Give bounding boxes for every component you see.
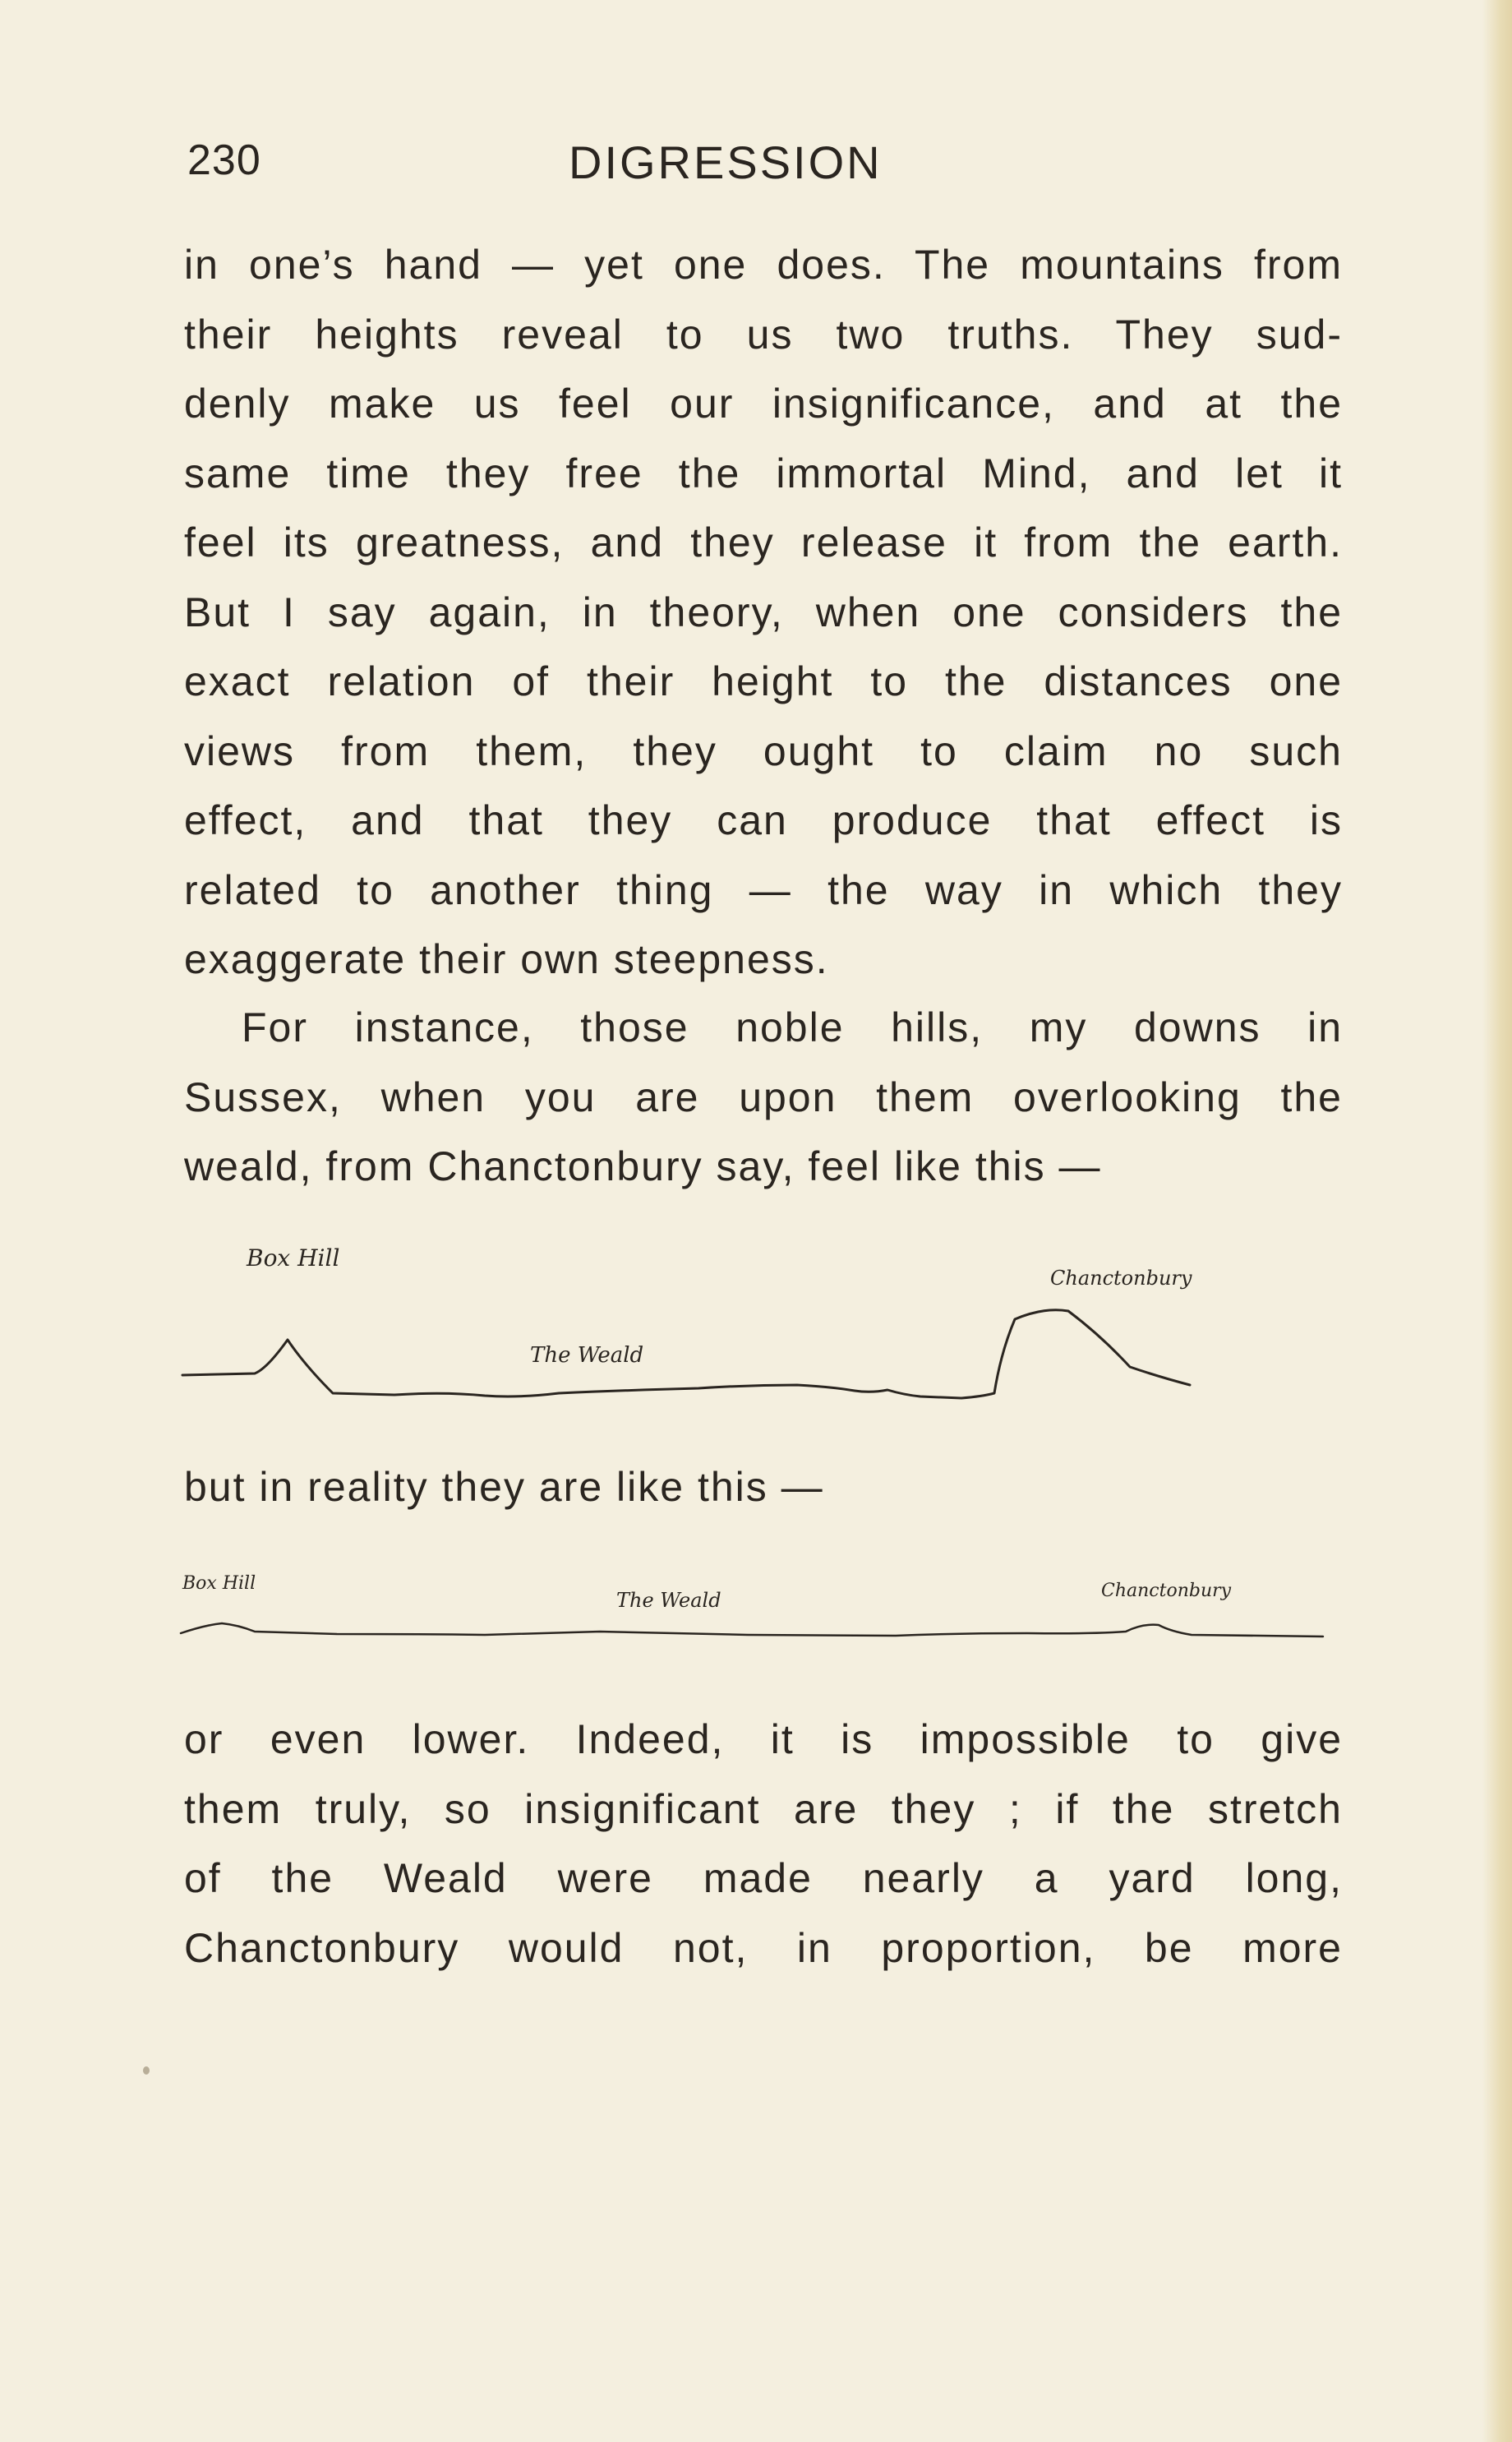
text-line: related to another thing — the way in which they xyxy=(184,866,1343,913)
sketch-exaggerated-profile xyxy=(173,1229,1339,1430)
sketch-label-box-hill: Box Hill xyxy=(182,1573,256,1594)
sketch-label-chanctonbury: Chanctonbury xyxy=(1050,1267,1192,1290)
ridge-line-true xyxy=(181,1623,1323,1636)
sketch-label-weald: The Weald xyxy=(616,1589,721,1612)
paragraph-3 xyxy=(184,1705,1343,1983)
text-line: But I say again, in theory, when one considers the xyxy=(184,589,1343,635)
page-edge-shadow xyxy=(1482,0,1512,2442)
text-line: denly make us feel our insignificance, and at the xyxy=(184,381,1343,427)
text-line: or even lower. Indeed, it is impossible to give xyxy=(184,1716,1343,1762)
ridge-line-exaggerated xyxy=(182,1310,1190,1398)
page-number: 230 xyxy=(187,136,261,184)
text-line: but in reality they are like this — xyxy=(184,1464,824,1510)
caption-in-reality xyxy=(184,1452,1343,1522)
text-line: weald, from Chanctonbury say, feel like this — xyxy=(184,1143,1102,1189)
text-line: views from them, they ought to claim no such xyxy=(184,727,1343,774)
text-line: For instance, those noble hills, my downs in xyxy=(242,1004,1343,1050)
paragraph-2 xyxy=(184,993,1343,1202)
text-line: of the Weald were made nearly a yard long, xyxy=(184,1855,1343,1901)
sketch-exaggerated-svg xyxy=(173,1229,1339,1430)
text-line: same time they free the immortal Mind, and let it xyxy=(184,450,1343,496)
sketch-label-chanctonbury: Chanctonbury xyxy=(1101,1581,1232,1601)
text-line: effect, and that they can produce that effect is xyxy=(184,797,1343,843)
text-line: exact relation of their height to the distances one xyxy=(184,658,1343,704)
text-line: Chanctonbury would not, in proportion, be more xyxy=(184,1924,1343,1971)
sketch-true-profile xyxy=(173,1558,1339,1673)
sketch-label-weald: The Weald xyxy=(530,1343,644,1368)
text-line: Sussex, when you are upon them overlooking the xyxy=(184,1073,1343,1120)
text-line: their heights reveal to us two truths. They sud- xyxy=(184,311,1343,358)
text-line: exaggerate their own steepness. xyxy=(184,936,829,982)
paper-speck xyxy=(143,2066,150,2075)
paragraph-1 xyxy=(184,230,1343,995)
page-header xyxy=(187,136,1338,201)
sketch-label-box-hill: Box Hill xyxy=(247,1244,340,1272)
text-line: in one’s hand — yet one does. The mountains from xyxy=(184,242,1343,288)
text-line: feel its greatness, and they release it from the earth. xyxy=(184,519,1343,565)
text-line: them truly, so insignificant are they ; if the stretch xyxy=(184,1785,1343,1832)
sketch-true-svg xyxy=(173,1558,1339,1673)
running-title: DIGRESSION xyxy=(569,136,883,188)
